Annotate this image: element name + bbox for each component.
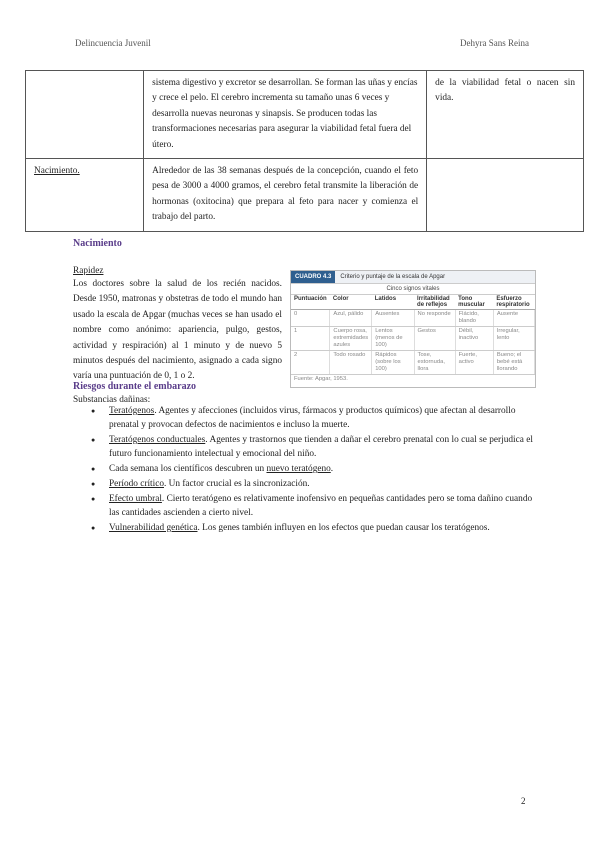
risks-list — [73, 404, 533, 536]
table-row — [291, 351, 535, 375]
note-cell: de la viabilidad fetal o nacen sin vida. — [427, 71, 584, 159]
apgar-cell: Débil, inactivo — [455, 327, 493, 351]
table-row — [26, 71, 584, 159]
apgar-header-row — [291, 295, 535, 310]
list-item — [73, 404, 533, 432]
apgar-caption — [291, 271, 535, 284]
apgar-cell: Ausente — [493, 310, 534, 327]
apgar-cell: No responde — [414, 310, 455, 327]
apgar-cell: Fuerte, activo — [455, 351, 493, 375]
apgar-col-header: Latidos — [372, 295, 414, 310]
running-header-right: Dehyra Sans Reina — [460, 38, 529, 48]
description-cell: Alrededor de las 38 semanas después de la concepción, cuando el feto pesa de 3000 a 4000 gramos, el cerebro fetal transmite la liberación de hormonas (oxitocina) que prepara al feto para nacer y comienza el trabajo del parto. — [144, 159, 427, 232]
apgar-figure — [290, 270, 536, 388]
apgar-group-header: Cinco signos vitales — [291, 284, 535, 295]
term: Teratógenos conductuales — [109, 435, 206, 445]
term: nuevo teratógeno — [266, 464, 331, 474]
running-header-left: Delincuencia Juvenil — [75, 38, 151, 48]
figure-title: Criterio y puntaje de la escala de Apgar — [340, 274, 446, 280]
apgar-col-header: Puntuación — [291, 295, 330, 310]
term: Efecto umbral — [109, 494, 162, 504]
stage-cell: Nacimiento. — [26, 159, 144, 232]
term-desc: . Los genes también influyen en los efectos que puedan causar los teratógenos. — [197, 523, 490, 533]
apgar-cell: Todo rosado — [330, 351, 372, 375]
term-desc: . Cierto teratógeno es relativamente inofensivo en pequeñas cantidades pero se toma dañino cuando las cantidades ascienden a cierto nivel. — [109, 494, 533, 518]
table-row — [291, 327, 535, 351]
term: Período crítico — [109, 479, 164, 489]
apgar-cell: Cuerpo rosa, extremidades azules — [330, 327, 372, 351]
page-number: 2 — [521, 796, 526, 806]
apgar-cell: Lentos (menos de 100) — [372, 327, 414, 351]
development-table — [25, 70, 584, 232]
apgar-cell: Bueno; el bebé está llorando — [493, 351, 534, 375]
list-item — [73, 521, 533, 535]
note-cell — [427, 159, 584, 232]
term: Vulnerabilidad genética — [109, 523, 198, 533]
term-pre: Cada semana los científicos descubren un — [109, 464, 267, 474]
term-desc: . Un factor crucial es la sincronización. — [164, 479, 310, 489]
nacimiento-paragraph: Los doctores sobre la salud de los recién nacidos. Desde 1950, matronas y obstetras de todo el mundo han usado la escala de Apgar (muchas veces se han usado el nombre como anónimo: apariencia, pulgo, gestos, actividad y respiración) al 1 minuto y de nuevo 5 minutos después del nacimiento, asignado a cada signo varía una puntuación de 0, 1 o 2. — [73, 279, 282, 382]
section-title-nacimiento: Nacimiento — [73, 238, 122, 249]
apgar-cell: Rápidos (sobre los 100) — [372, 351, 414, 375]
subsection-title-substancias: Substancias dañinas: — [73, 395, 151, 405]
apgar-cell: 2 — [291, 351, 330, 375]
apgar-cell: Gestos — [414, 327, 455, 351]
figure-tag: CUADRO 4.3 — [291, 271, 335, 283]
figure-source: Fuente: Apgar, 1953. — [294, 376, 348, 382]
table-row — [26, 159, 584, 232]
apgar-table — [291, 295, 535, 375]
apgar-col-header: Tono muscular — [455, 295, 493, 310]
table-row — [291, 310, 535, 327]
description-cell: sistema digestivo y excretor se desarrollan. Se forman las uñas y encías y crece el pelo. El cerebro incrementa su tamaño unas 6 veces y desarrolla nuevas neuronas y sinapsis. Se producen todas las transformaciones necesarias para asegurar la viabilidad fetal fuera del útero. — [144, 71, 427, 159]
list-item — [73, 492, 533, 520]
apgar-cell: Flácido, blando — [455, 310, 493, 327]
subsection-title-rapidez: Rapidez — [73, 266, 104, 276]
term-desc: . Agentes y afecciones (incluidos virus, fármacos y productos químicos) que afectan al desarrollo prenatal y provocan defectos de nacimientos e incluso la muerte. — [109, 406, 516, 430]
section-title-riesgos: Riesgos durante el embarazo — [73, 381, 197, 392]
apgar-cell: 1 — [291, 327, 330, 351]
list-item — [73, 477, 533, 491]
term-desc: . Agentes y trastornos que tienden a dañar el cerebro prenatal con lo cual se perjudica el futuro funcionamiento intelectual y emocional del niño. — [109, 435, 534, 459]
stage-cell — [26, 71, 144, 159]
apgar-col-header: Esfuerzo respiratorio — [493, 295, 534, 310]
apgar-cell: Azul, pálido — [330, 310, 372, 327]
list-item — [73, 462, 533, 476]
apgar-cell: Irregular, lento — [493, 327, 534, 351]
apgar-cell: 0 — [291, 310, 330, 327]
term: Teratógenos — [109, 406, 155, 416]
list-item — [73, 433, 533, 461]
apgar-cell: Ausentes — [372, 310, 414, 327]
apgar-col-header: Color — [330, 295, 372, 310]
apgar-col-header: Irritabilidad de reflejos — [414, 295, 455, 310]
term-desc: . — [330, 464, 334, 474]
apgar-cell: Tose, estornuda, llora — [414, 351, 455, 375]
